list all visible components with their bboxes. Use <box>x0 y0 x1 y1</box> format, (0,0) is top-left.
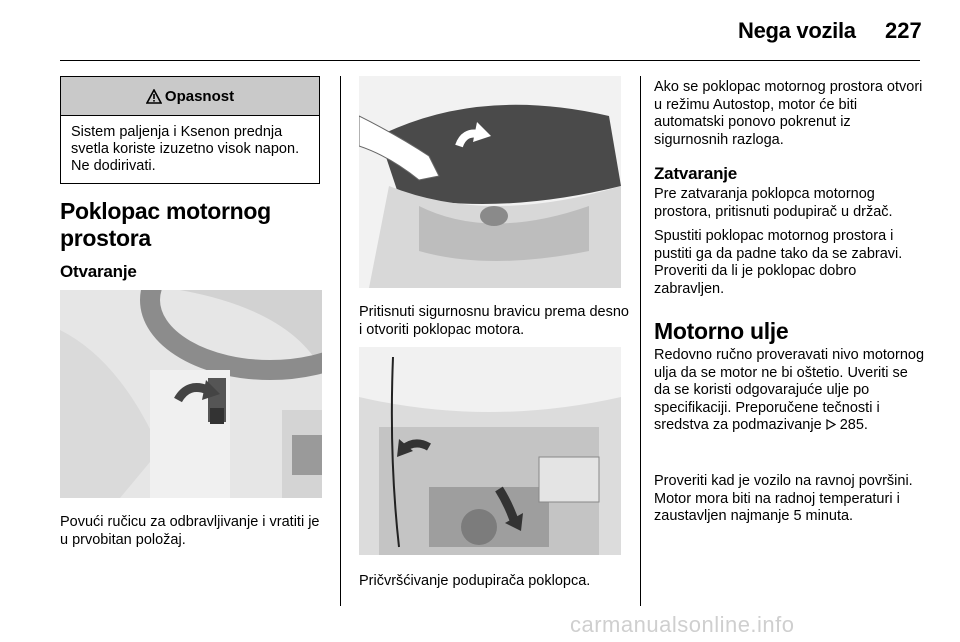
closing-instruction-2: Spustiti poklopac motornog prostora i pustiti ga da padne tako da se zabravi. Proveriti da li je poklopac dobro zabravljen. <box>654 228 903 297</box>
autostop-note: Ako se poklopac motornog prostora otvori u režimu Autostop, motor će biti automatski ponovo pokrenut iz sigurnosnih razloga. <box>654 79 923 148</box>
warning-title: Opasnost <box>164 87 235 105</box>
column-divider-2 <box>640 76 641 606</box>
section-heading-engine-oil: Motorno ulje <box>654 318 789 344</box>
triangle-reference-icon <box>826 419 836 430</box>
caption-hood-strut: Pričvršćivanje podupirača poklopca. <box>359 573 591 589</box>
column-divider-1 <box>340 76 341 606</box>
warning-header <box>61 77 319 116</box>
illustration-hood-strut <box>359 347 621 555</box>
subheading-closing: Zatvaranje <box>654 164 738 183</box>
page-number: 227 <box>885 18 922 43</box>
warning-box <box>60 76 320 184</box>
illustration-release-lever <box>60 290 322 498</box>
running-header-title: Nega vozila <box>738 18 856 43</box>
header-divider <box>60 60 920 61</box>
caption-release-lever: Povući ručicu za odbravljivanje i vratiti je u prvobitan položaj. <box>60 514 320 548</box>
caption-hood-catch: Pritisnuti sigurnosnu bravicu prema desno i otvoriti poklopac motora. <box>359 304 629 338</box>
warning-text: Sistem paljenja i Ksenon prednja svetla koriste izuzetno visok napon. Ne dodirivati. <box>71 124 300 174</box>
section-heading-hood: Poklopac motornog prostora <box>60 198 271 251</box>
subheading-opening: Otvaranje <box>60 262 137 281</box>
watermark: carmanualsonline.info <box>570 612 795 637</box>
closing-instruction-1: Pre zatvaranja poklopca motornog prostora, pritisnuti podupirač u držač. <box>654 186 893 220</box>
oil-reference-page: 285. <box>839 417 868 433</box>
warning-triangle-icon <box>146 89 162 104</box>
oil-paragraph-1: Redovno ručno proveravati nivo motornog ulja da se motor ne bi oštetio. Uveriti se da se koristi odgovarajuće ulje po specifikaciji. Preporučene tečnosti i sredstva za podmazivanje 285. <box>654 347 925 433</box>
illustration-hood-catch <box>359 76 621 288</box>
oil-paragraph-2: Proveriti kad je vozilo na ravnoj površini. Motor mora biti na radnoj temperaturi i zaustavljen najmanje 5 minuta. <box>654 473 913 524</box>
